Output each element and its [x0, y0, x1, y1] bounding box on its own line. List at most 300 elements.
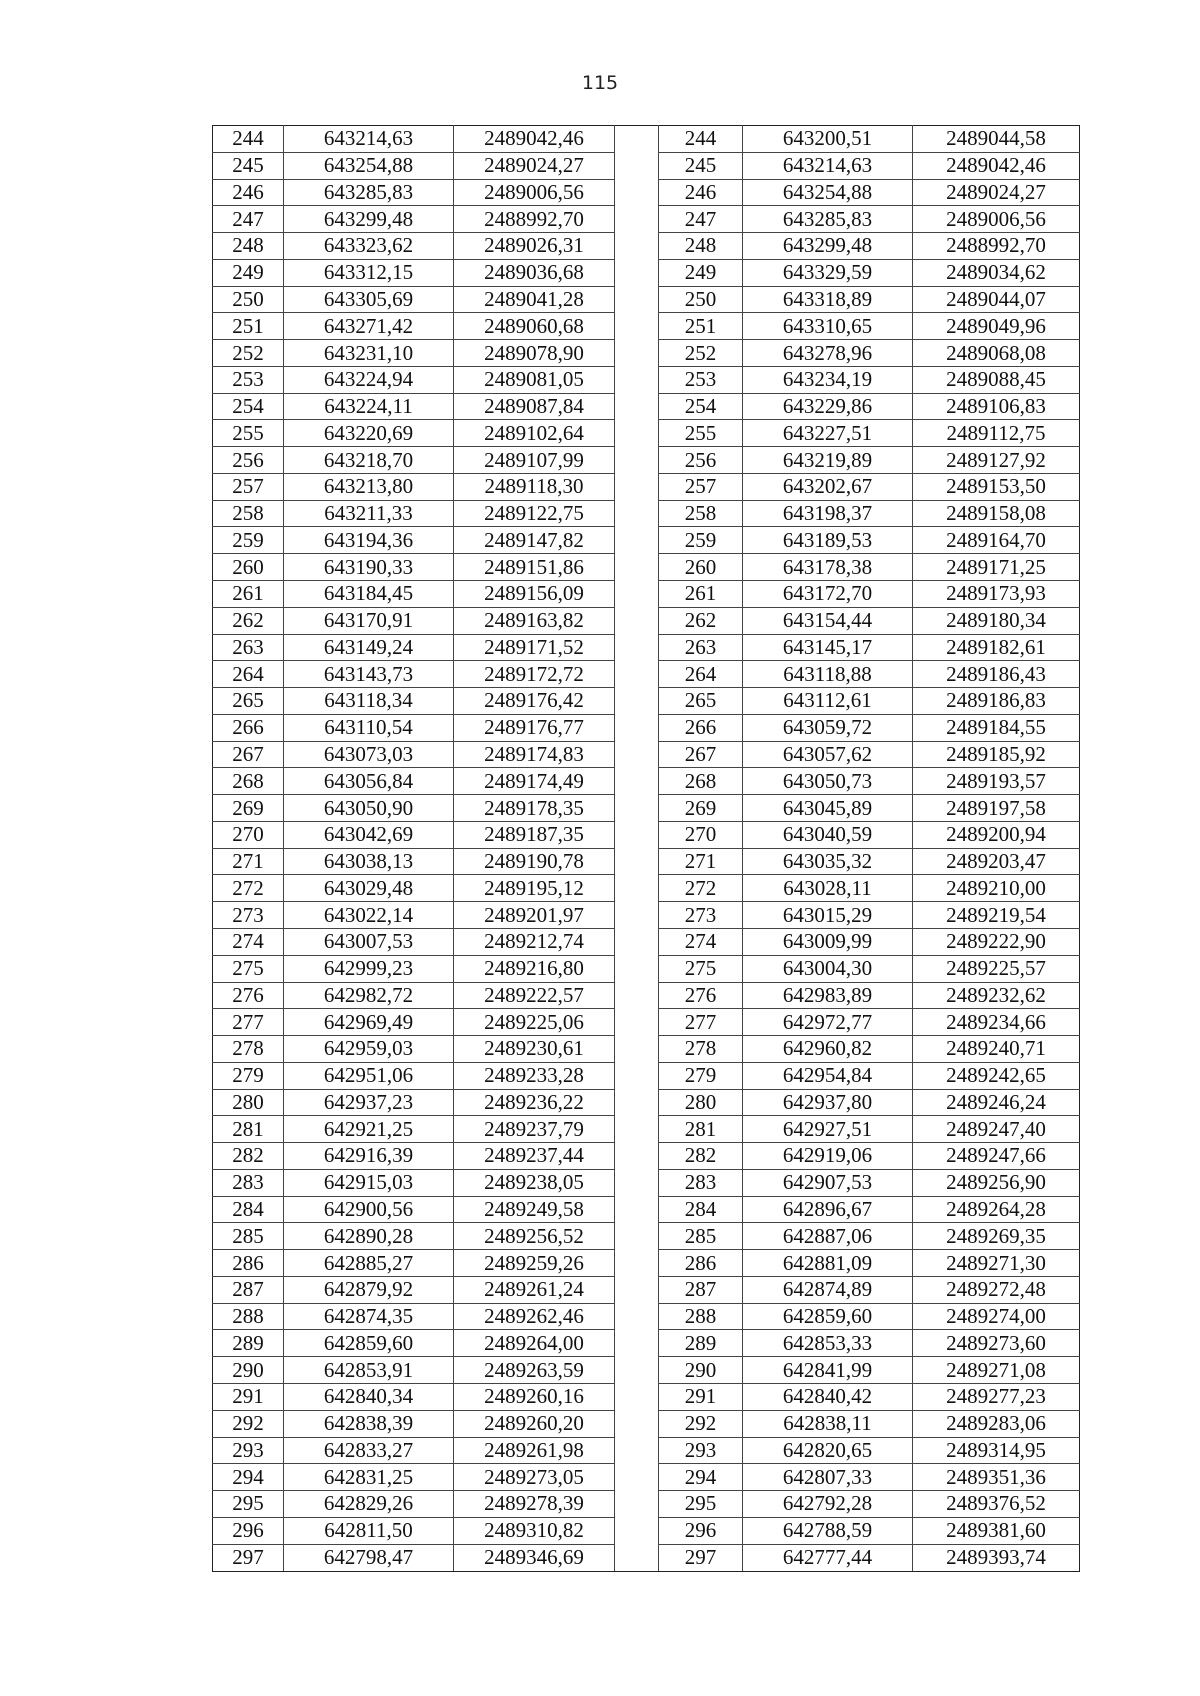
left-point-number-cell: 255 [213, 420, 284, 447]
right-x-coordinate-cell: 642954,84 [743, 1062, 913, 1089]
right-point-number-cell: 249 [659, 259, 743, 286]
right-point-number-cell: 254 [659, 393, 743, 420]
column-gap [615, 366, 659, 393]
right-y-coordinate-cell: 2489381,60 [913, 1517, 1080, 1544]
right-point-number-cell: 283 [659, 1169, 743, 1196]
right-y-coordinate-cell: 2489256,90 [913, 1169, 1080, 1196]
right-y-coordinate-cell: 2489271,30 [913, 1250, 1080, 1277]
right-y-coordinate-cell: 2489351,36 [913, 1464, 1080, 1491]
column-gap [615, 714, 659, 741]
right-x-coordinate-cell: 642887,06 [743, 1223, 913, 1250]
right-x-coordinate-cell: 642838,11 [743, 1410, 913, 1437]
column-gap [615, 634, 659, 661]
right-x-coordinate-cell: 643015,29 [743, 902, 913, 929]
right-x-coordinate-cell: 642874,89 [743, 1276, 913, 1303]
left-y-coordinate-cell: 2489238,05 [454, 1169, 615, 1196]
right-point-number-cell: 288 [659, 1303, 743, 1330]
table-row [213, 1169, 1080, 1196]
left-y-coordinate-cell: 2489273,05 [454, 1464, 615, 1491]
left-x-coordinate-cell: 642853,91 [284, 1357, 454, 1384]
left-y-coordinate-cell: 2489310,82 [454, 1517, 615, 1544]
right-y-coordinate-cell: 2489210,00 [913, 875, 1080, 902]
left-y-coordinate-cell: 2489230,61 [454, 1036, 615, 1063]
left-x-coordinate-cell: 642874,35 [284, 1303, 454, 1330]
left-y-coordinate-cell: 2489201,97 [454, 902, 615, 929]
right-y-coordinate-cell: 2489049,96 [913, 313, 1080, 340]
left-y-coordinate-cell: 2489233,28 [454, 1062, 615, 1089]
right-y-coordinate-cell: 2488992,70 [913, 233, 1080, 260]
left-x-coordinate-cell: 643149,24 [284, 634, 454, 661]
left-point-number-cell: 292 [213, 1410, 284, 1437]
left-x-coordinate-cell: 643110,54 [284, 714, 454, 741]
table-row [213, 340, 1080, 367]
column-gap [615, 1544, 659, 1571]
right-y-coordinate-cell: 2489186,43 [913, 661, 1080, 688]
table-row [213, 1250, 1080, 1277]
left-y-coordinate-cell: 2489107,99 [454, 447, 615, 474]
right-x-coordinate-cell: 643118,88 [743, 661, 913, 688]
left-point-number-cell: 275 [213, 955, 284, 982]
table-row [213, 1223, 1080, 1250]
table-row [213, 1276, 1080, 1303]
table-row [213, 1357, 1080, 1384]
column-gap [615, 581, 659, 608]
right-point-number-cell: 255 [659, 420, 743, 447]
right-y-coordinate-cell: 2489203,47 [913, 848, 1080, 875]
left-point-number-cell: 263 [213, 634, 284, 661]
right-x-coordinate-cell: 643200,51 [743, 126, 913, 153]
right-y-coordinate-cell: 2489240,71 [913, 1036, 1080, 1063]
left-y-coordinate-cell: 2489026,31 [454, 233, 615, 260]
table-row [213, 1196, 1080, 1223]
left-x-coordinate-cell: 642982,72 [284, 982, 454, 1009]
table-row [213, 688, 1080, 715]
left-point-number-cell: 278 [213, 1036, 284, 1063]
table-row [213, 714, 1080, 741]
left-y-coordinate-cell: 2489249,58 [454, 1196, 615, 1223]
right-y-coordinate-cell: 2489272,48 [913, 1276, 1080, 1303]
right-x-coordinate-cell: 643198,37 [743, 500, 913, 527]
left-point-number-cell: 262 [213, 607, 284, 634]
right-y-coordinate-cell: 2489034,62 [913, 259, 1080, 286]
right-y-coordinate-cell: 2489068,08 [913, 340, 1080, 367]
right-y-coordinate-cell: 2489277,23 [913, 1383, 1080, 1410]
left-point-number-cell: 261 [213, 581, 284, 608]
left-point-number-cell: 265 [213, 688, 284, 715]
table-row [213, 848, 1080, 875]
left-x-coordinate-cell: 643305,69 [284, 286, 454, 313]
right-y-coordinate-cell: 2489273,60 [913, 1330, 1080, 1357]
left-x-coordinate-cell: 642838,39 [284, 1410, 454, 1437]
left-point-number-cell: 290 [213, 1357, 284, 1384]
right-point-number-cell: 265 [659, 688, 743, 715]
right-x-coordinate-cell: 642896,67 [743, 1196, 913, 1223]
column-gap [615, 1357, 659, 1384]
column-gap [615, 1009, 659, 1036]
left-y-coordinate-cell: 2489263,59 [454, 1357, 615, 1384]
left-x-coordinate-cell: 642833,27 [284, 1437, 454, 1464]
right-x-coordinate-cell: 643318,89 [743, 286, 913, 313]
left-x-coordinate-cell: 642831,25 [284, 1464, 454, 1491]
left-x-coordinate-cell: 642937,23 [284, 1089, 454, 1116]
right-y-coordinate-cell: 2489164,70 [913, 527, 1080, 554]
left-y-coordinate-cell: 2489147,82 [454, 527, 615, 554]
left-point-number-cell: 267 [213, 741, 284, 768]
left-point-number-cell: 295 [213, 1491, 284, 1518]
left-y-coordinate-cell: 2489260,16 [454, 1383, 615, 1410]
right-point-number-cell: 271 [659, 848, 743, 875]
table-row [213, 1036, 1080, 1063]
right-x-coordinate-cell: 643234,19 [743, 366, 913, 393]
right-x-coordinate-cell: 642807,33 [743, 1464, 913, 1491]
right-y-coordinate-cell: 2489180,34 [913, 607, 1080, 634]
coordinates-table [212, 125, 1080, 1572]
column-gap [615, 848, 659, 875]
column-gap [615, 473, 659, 500]
right-point-number-cell: 290 [659, 1357, 743, 1384]
right-point-number-cell: 252 [659, 340, 743, 367]
right-point-number-cell: 269 [659, 795, 743, 822]
left-point-number-cell: 268 [213, 768, 284, 795]
table-row [213, 768, 1080, 795]
column-gap [615, 152, 659, 179]
right-point-number-cell: 294 [659, 1464, 743, 1491]
left-point-number-cell: 285 [213, 1223, 284, 1250]
right-point-number-cell: 250 [659, 286, 743, 313]
right-point-number-cell: 274 [659, 928, 743, 955]
left-x-coordinate-cell: 642811,50 [284, 1517, 454, 1544]
left-y-coordinate-cell: 2489172,72 [454, 661, 615, 688]
left-point-number-cell: 281 [213, 1116, 284, 1143]
left-y-coordinate-cell: 2489151,86 [454, 554, 615, 581]
right-point-number-cell: 259 [659, 527, 743, 554]
column-gap [615, 982, 659, 1009]
left-y-coordinate-cell: 2489122,75 [454, 500, 615, 527]
left-x-coordinate-cell: 642921,25 [284, 1116, 454, 1143]
column-gap [615, 688, 659, 715]
left-x-coordinate-cell: 643170,91 [284, 607, 454, 634]
column-gap [615, 126, 659, 153]
table-row [213, 152, 1080, 179]
table-row [213, 875, 1080, 902]
right-y-coordinate-cell: 2489158,08 [913, 500, 1080, 527]
right-x-coordinate-cell: 643214,63 [743, 152, 913, 179]
column-gap [615, 286, 659, 313]
left-y-coordinate-cell: 2489176,77 [454, 714, 615, 741]
table-row [213, 607, 1080, 634]
table-row [213, 554, 1080, 581]
right-x-coordinate-cell: 643310,65 [743, 313, 913, 340]
right-x-coordinate-cell: 642919,06 [743, 1143, 913, 1170]
column-gap [615, 1250, 659, 1277]
left-x-coordinate-cell: 643038,13 [284, 848, 454, 875]
left-x-coordinate-cell: 643073,03 [284, 741, 454, 768]
table-row [213, 393, 1080, 420]
column-gap [615, 1116, 659, 1143]
left-point-number-cell: 271 [213, 848, 284, 875]
left-y-coordinate-cell: 2489087,84 [454, 393, 615, 420]
right-x-coordinate-cell: 643112,61 [743, 688, 913, 715]
right-point-number-cell: 276 [659, 982, 743, 1009]
table-row [213, 1062, 1080, 1089]
right-y-coordinate-cell: 2489042,46 [913, 152, 1080, 179]
left-point-number-cell: 257 [213, 473, 284, 500]
left-x-coordinate-cell: 643218,70 [284, 447, 454, 474]
right-point-number-cell: 273 [659, 902, 743, 929]
left-point-number-cell: 296 [213, 1517, 284, 1544]
left-y-coordinate-cell: 2489171,52 [454, 634, 615, 661]
right-point-number-cell: 262 [659, 607, 743, 634]
right-x-coordinate-cell: 642983,89 [743, 982, 913, 1009]
right-point-number-cell: 258 [659, 500, 743, 527]
table-row [213, 1410, 1080, 1437]
right-x-coordinate-cell: 643009,99 [743, 928, 913, 955]
right-point-number-cell: 268 [659, 768, 743, 795]
left-point-number-cell: 269 [213, 795, 284, 822]
right-y-coordinate-cell: 2489234,66 [913, 1009, 1080, 1036]
right-y-coordinate-cell: 2489044,58 [913, 126, 1080, 153]
left-y-coordinate-cell: 2489256,52 [454, 1223, 615, 1250]
table-row [213, 1116, 1080, 1143]
left-x-coordinate-cell: 643211,33 [284, 500, 454, 527]
left-y-coordinate-cell: 2489195,12 [454, 875, 615, 902]
column-gap [615, 259, 659, 286]
left-x-coordinate-cell: 643118,34 [284, 688, 454, 715]
right-x-coordinate-cell: 643229,86 [743, 393, 913, 420]
left-x-coordinate-cell: 643184,45 [284, 581, 454, 608]
table-row [213, 795, 1080, 822]
right-point-number-cell: 295 [659, 1491, 743, 1518]
right-y-coordinate-cell: 2489232,62 [913, 982, 1080, 1009]
right-y-coordinate-cell: 2489225,57 [913, 955, 1080, 982]
left-x-coordinate-cell: 643299,48 [284, 206, 454, 233]
left-y-coordinate-cell: 2489261,98 [454, 1437, 615, 1464]
left-x-coordinate-cell: 642885,27 [284, 1250, 454, 1277]
left-point-number-cell: 259 [213, 527, 284, 554]
right-point-number-cell: 275 [659, 955, 743, 982]
right-y-coordinate-cell: 2489171,25 [913, 554, 1080, 581]
right-x-coordinate-cell: 643045,89 [743, 795, 913, 822]
left-y-coordinate-cell: 2489237,44 [454, 1143, 615, 1170]
right-point-number-cell: 296 [659, 1517, 743, 1544]
right-x-coordinate-cell: 643172,70 [743, 581, 913, 608]
right-x-coordinate-cell: 643299,48 [743, 233, 913, 260]
left-y-coordinate-cell: 2489156,09 [454, 581, 615, 608]
table-row [213, 1491, 1080, 1518]
left-point-number-cell: 273 [213, 902, 284, 929]
left-point-number-cell: 252 [213, 340, 284, 367]
left-x-coordinate-cell: 643224,11 [284, 393, 454, 420]
left-x-coordinate-cell: 643007,53 [284, 928, 454, 955]
left-point-number-cell: 279 [213, 1062, 284, 1089]
table-row [213, 1437, 1080, 1464]
right-point-number-cell: 260 [659, 554, 743, 581]
left-x-coordinate-cell: 643190,33 [284, 554, 454, 581]
right-point-number-cell: 266 [659, 714, 743, 741]
left-y-coordinate-cell: 2489006,56 [454, 179, 615, 206]
left-point-number-cell: 260 [213, 554, 284, 581]
right-point-number-cell: 281 [659, 1116, 743, 1143]
right-x-coordinate-cell: 643154,44 [743, 607, 913, 634]
left-point-number-cell: 282 [213, 1143, 284, 1170]
right-y-coordinate-cell: 2489376,52 [913, 1491, 1080, 1518]
left-x-coordinate-cell: 642840,34 [284, 1383, 454, 1410]
left-x-coordinate-cell: 642829,26 [284, 1491, 454, 1518]
left-point-number-cell: 256 [213, 447, 284, 474]
table-row [213, 741, 1080, 768]
left-point-number-cell: 283 [213, 1169, 284, 1196]
right-y-coordinate-cell: 2489393,74 [913, 1544, 1080, 1571]
right-point-number-cell: 267 [659, 741, 743, 768]
left-y-coordinate-cell: 2489262,46 [454, 1303, 615, 1330]
column-gap [615, 1410, 659, 1437]
right-y-coordinate-cell: 2489153,50 [913, 473, 1080, 500]
right-x-coordinate-cell: 643040,59 [743, 821, 913, 848]
left-point-number-cell: 249 [213, 259, 284, 286]
right-point-number-cell: 263 [659, 634, 743, 661]
table-row [213, 447, 1080, 474]
table-row [213, 1330, 1080, 1357]
column-gap [615, 1089, 659, 1116]
right-point-number-cell: 257 [659, 473, 743, 500]
table-row [213, 420, 1080, 447]
left-point-number-cell: 286 [213, 1250, 284, 1277]
column-gap [615, 955, 659, 982]
right-point-number-cell: 279 [659, 1062, 743, 1089]
left-point-number-cell: 250 [213, 286, 284, 313]
right-y-coordinate-cell: 2489283,06 [913, 1410, 1080, 1437]
left-point-number-cell: 254 [213, 393, 284, 420]
table-row [213, 982, 1080, 1009]
left-x-coordinate-cell: 643312,15 [284, 259, 454, 286]
right-point-number-cell: 284 [659, 1196, 743, 1223]
page-number: 115 [581, 72, 619, 94]
right-x-coordinate-cell: 642820,65 [743, 1437, 913, 1464]
right-point-number-cell: 272 [659, 875, 743, 902]
right-x-coordinate-cell: 642907,53 [743, 1169, 913, 1196]
left-point-number-cell: 293 [213, 1437, 284, 1464]
right-point-number-cell: 256 [659, 447, 743, 474]
left-x-coordinate-cell: 642951,06 [284, 1062, 454, 1089]
left-point-number-cell: 248 [213, 233, 284, 260]
right-y-coordinate-cell: 2489127,92 [913, 447, 1080, 474]
right-y-coordinate-cell: 2489242,65 [913, 1062, 1080, 1089]
right-y-coordinate-cell: 2489193,57 [913, 768, 1080, 795]
left-x-coordinate-cell: 642798,47 [284, 1544, 454, 1571]
right-y-coordinate-cell: 2489044,07 [913, 286, 1080, 313]
left-y-coordinate-cell: 2489060,68 [454, 313, 615, 340]
table-row [213, 1517, 1080, 1544]
left-x-coordinate-cell: 642959,03 [284, 1036, 454, 1063]
left-y-coordinate-cell: 2489041,28 [454, 286, 615, 313]
right-point-number-cell: 289 [659, 1330, 743, 1357]
right-y-coordinate-cell: 2489219,54 [913, 902, 1080, 929]
left-y-coordinate-cell: 2489081,05 [454, 366, 615, 393]
column-gap [615, 500, 659, 527]
left-x-coordinate-cell: 642890,28 [284, 1223, 454, 1250]
column-gap [615, 902, 659, 929]
left-point-number-cell: 297 [213, 1544, 284, 1571]
left-x-coordinate-cell: 643050,90 [284, 795, 454, 822]
table-row [213, 286, 1080, 313]
left-x-coordinate-cell: 643056,84 [284, 768, 454, 795]
left-x-coordinate-cell: 643254,88 [284, 152, 454, 179]
left-x-coordinate-cell: 642915,03 [284, 1169, 454, 1196]
table-row [213, 1143, 1080, 1170]
right-x-coordinate-cell: 643004,30 [743, 955, 913, 982]
left-x-coordinate-cell: 643214,63 [284, 126, 454, 153]
column-gap [615, 554, 659, 581]
right-x-coordinate-cell: 642788,59 [743, 1517, 913, 1544]
column-gap [615, 1036, 659, 1063]
right-x-coordinate-cell: 643028,11 [743, 875, 913, 902]
right-y-coordinate-cell: 2489247,66 [913, 1143, 1080, 1170]
right-x-coordinate-cell: 643050,73 [743, 768, 913, 795]
table-row [213, 634, 1080, 661]
table-row [213, 313, 1080, 340]
right-point-number-cell: 251 [659, 313, 743, 340]
column-gap [615, 768, 659, 795]
left-point-number-cell: 288 [213, 1303, 284, 1330]
table-row [213, 581, 1080, 608]
column-gap [615, 313, 659, 340]
right-point-number-cell: 278 [659, 1036, 743, 1063]
right-x-coordinate-cell: 643329,59 [743, 259, 913, 286]
left-point-number-cell: 245 [213, 152, 284, 179]
left-x-coordinate-cell: 642969,49 [284, 1009, 454, 1036]
right-x-coordinate-cell: 643189,53 [743, 527, 913, 554]
column-gap [615, 420, 659, 447]
right-x-coordinate-cell: 642853,33 [743, 1330, 913, 1357]
right-x-coordinate-cell: 643145,17 [743, 634, 913, 661]
column-gap [615, 1437, 659, 1464]
column-gap [615, 1383, 659, 1410]
right-x-coordinate-cell: 643254,88 [743, 179, 913, 206]
left-x-coordinate-cell: 643213,80 [284, 473, 454, 500]
left-y-coordinate-cell: 2489225,06 [454, 1009, 615, 1036]
left-point-number-cell: 277 [213, 1009, 284, 1036]
right-y-coordinate-cell: 2489246,24 [913, 1089, 1080, 1116]
left-y-coordinate-cell: 2489264,00 [454, 1330, 615, 1357]
right-y-coordinate-cell: 2489222,90 [913, 928, 1080, 955]
left-point-number-cell: 280 [213, 1089, 284, 1116]
left-y-coordinate-cell: 2489236,22 [454, 1089, 615, 1116]
left-point-number-cell: 289 [213, 1330, 284, 1357]
right-x-coordinate-cell: 643227,51 [743, 420, 913, 447]
right-y-coordinate-cell: 2489197,58 [913, 795, 1080, 822]
right-point-number-cell: 286 [659, 1250, 743, 1277]
right-point-number-cell: 293 [659, 1437, 743, 1464]
column-gap [615, 661, 659, 688]
table-row [213, 233, 1080, 260]
right-x-coordinate-cell: 642792,28 [743, 1491, 913, 1518]
table-row [213, 126, 1080, 153]
right-point-number-cell: 261 [659, 581, 743, 608]
column-gap [615, 340, 659, 367]
left-y-coordinate-cell: 2488992,70 [454, 206, 615, 233]
left-point-number-cell: 294 [213, 1464, 284, 1491]
left-y-coordinate-cell: 2489216,80 [454, 955, 615, 982]
table-row [213, 661, 1080, 688]
column-gap [615, 1491, 659, 1518]
left-x-coordinate-cell: 642859,60 [284, 1330, 454, 1357]
left-x-coordinate-cell: 643143,73 [284, 661, 454, 688]
right-y-coordinate-cell: 2489184,55 [913, 714, 1080, 741]
right-x-coordinate-cell: 642937,80 [743, 1089, 913, 1116]
column-gap [615, 607, 659, 634]
right-point-number-cell: 244 [659, 126, 743, 153]
left-y-coordinate-cell: 2489346,69 [454, 1544, 615, 1571]
